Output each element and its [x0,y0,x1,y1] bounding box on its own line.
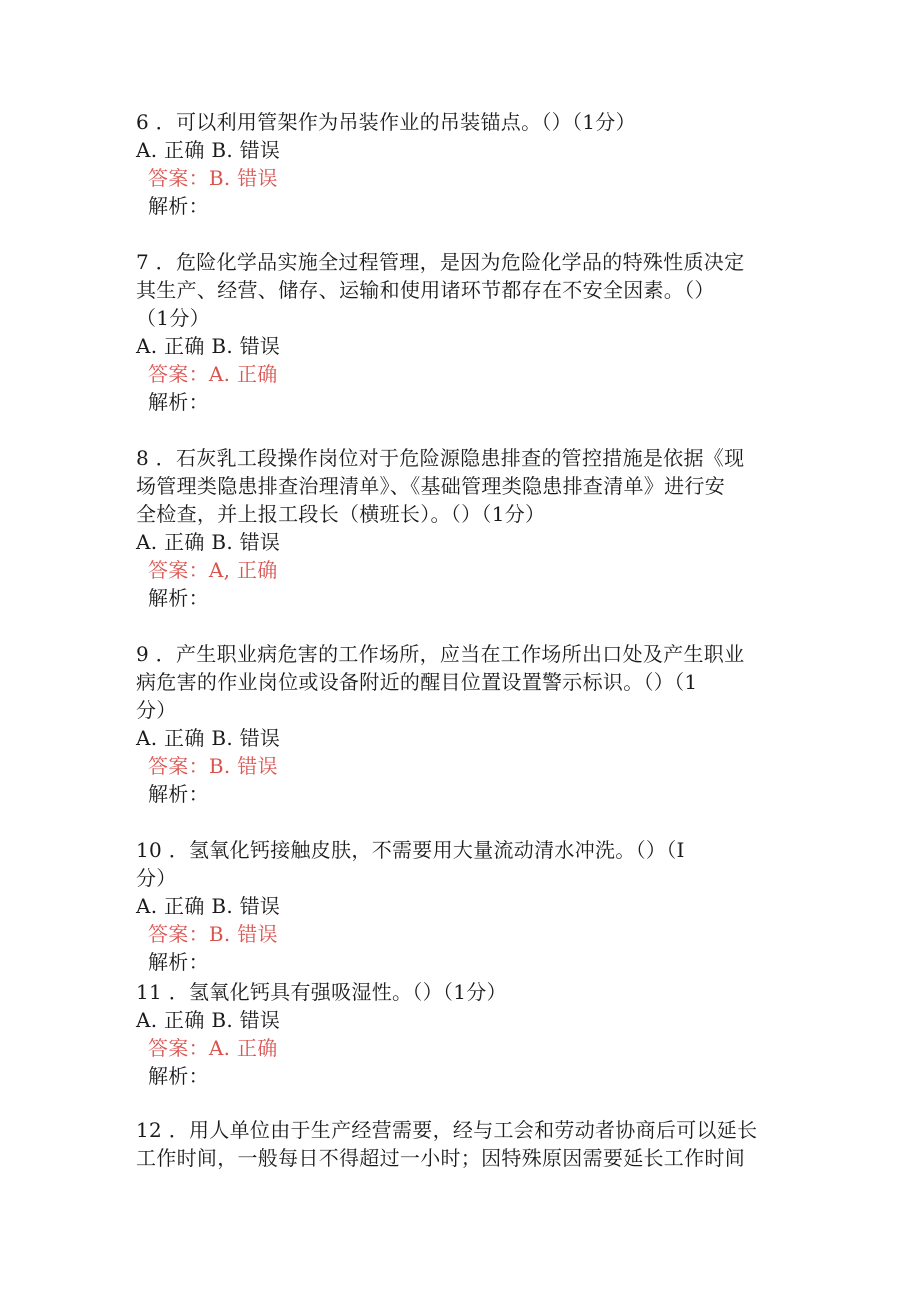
question-text: 10 ．氢氧化钙接触皮肤，不需要用大量流动清水冲洗。（）（I [136,838,685,862]
question-11 [136,978,786,1090]
question-analysis: 解析： [148,390,209,414]
question-text: 其生产、经营、储存、运输和使用诸环节都存在不安全因素。（） [136,278,715,302]
question-options: A. 正确 B. 错误 [136,726,281,750]
question-text: 7 ．危险化学品实施全过程管理，是因为危险化学品的特殊性质决定 [136,250,745,274]
question-10 [136,836,786,976]
question-analysis: 解析： [148,950,209,974]
question-text: 全检查，并上报工段长（横班长）。（）（1分） [136,502,546,526]
question-8 [136,444,786,612]
question-9 [136,640,786,808]
question-options: A. 正确 B. 错误 [136,1008,281,1032]
question-text: 病危害的作业岗位或设备附近的醒目位置设置警示标识。（）（1 [136,670,698,694]
question-answer: 答案：B. 错误 [148,754,278,778]
question-6 [136,108,786,220]
question-text: 场管理类隐患排查治理清单》、《基础管理类隐患排查清单》进行安 [136,474,725,498]
question-analysis: 解析： [148,782,209,806]
question-answer: 答案：A, 正确 [148,558,278,582]
question-text: 6 ．可以利用管架作为吊装作业的吊装锚点。（）（1分） [136,110,636,134]
question-text: 11 ．氢氧化钙具有强吸湿性。（）（1分） [136,980,507,1004]
question-options: A. 正确 B. 错误 [136,138,281,162]
question-answer: 答案：A. 正确 [148,362,278,386]
question-options: A. 正确 B. 错误 [136,894,281,918]
question-answer: 答案：A. 正确 [148,1036,278,1060]
question-text: 分） [136,698,177,722]
question-analysis: 解析： [148,194,209,218]
question-7 [136,248,786,416]
question-analysis: 解析： [148,586,209,610]
question-text: 分） [136,866,177,890]
question-answer: 答案：B. 错误 [148,166,278,190]
question-answer: 答案：B. 错误 [148,922,278,946]
question-text: （1分） [136,306,210,330]
question-options: A. 正确 B. 错误 [136,530,281,554]
question-options: A. 正确 B. 错误 [136,334,281,358]
question-text: 9 ．产生职业病危害的工作场所，应当在工作场所出口处及产生职业 [136,642,745,666]
question-text: 工作时间，一般每日不得超过一小时；因特殊原因需要延长工作时间 [136,1146,745,1170]
question-text: 12 ．用人单位由于生产经营需要，经与工会和劳动者协商后可以延长 [136,1118,758,1142]
question-text: 8 ．石灰乳工段操作岗位对于危险源隐患排查的管控措施是依据《现 [136,446,745,470]
question-12 [136,1116,786,1172]
question-analysis: 解析： [148,1064,209,1088]
